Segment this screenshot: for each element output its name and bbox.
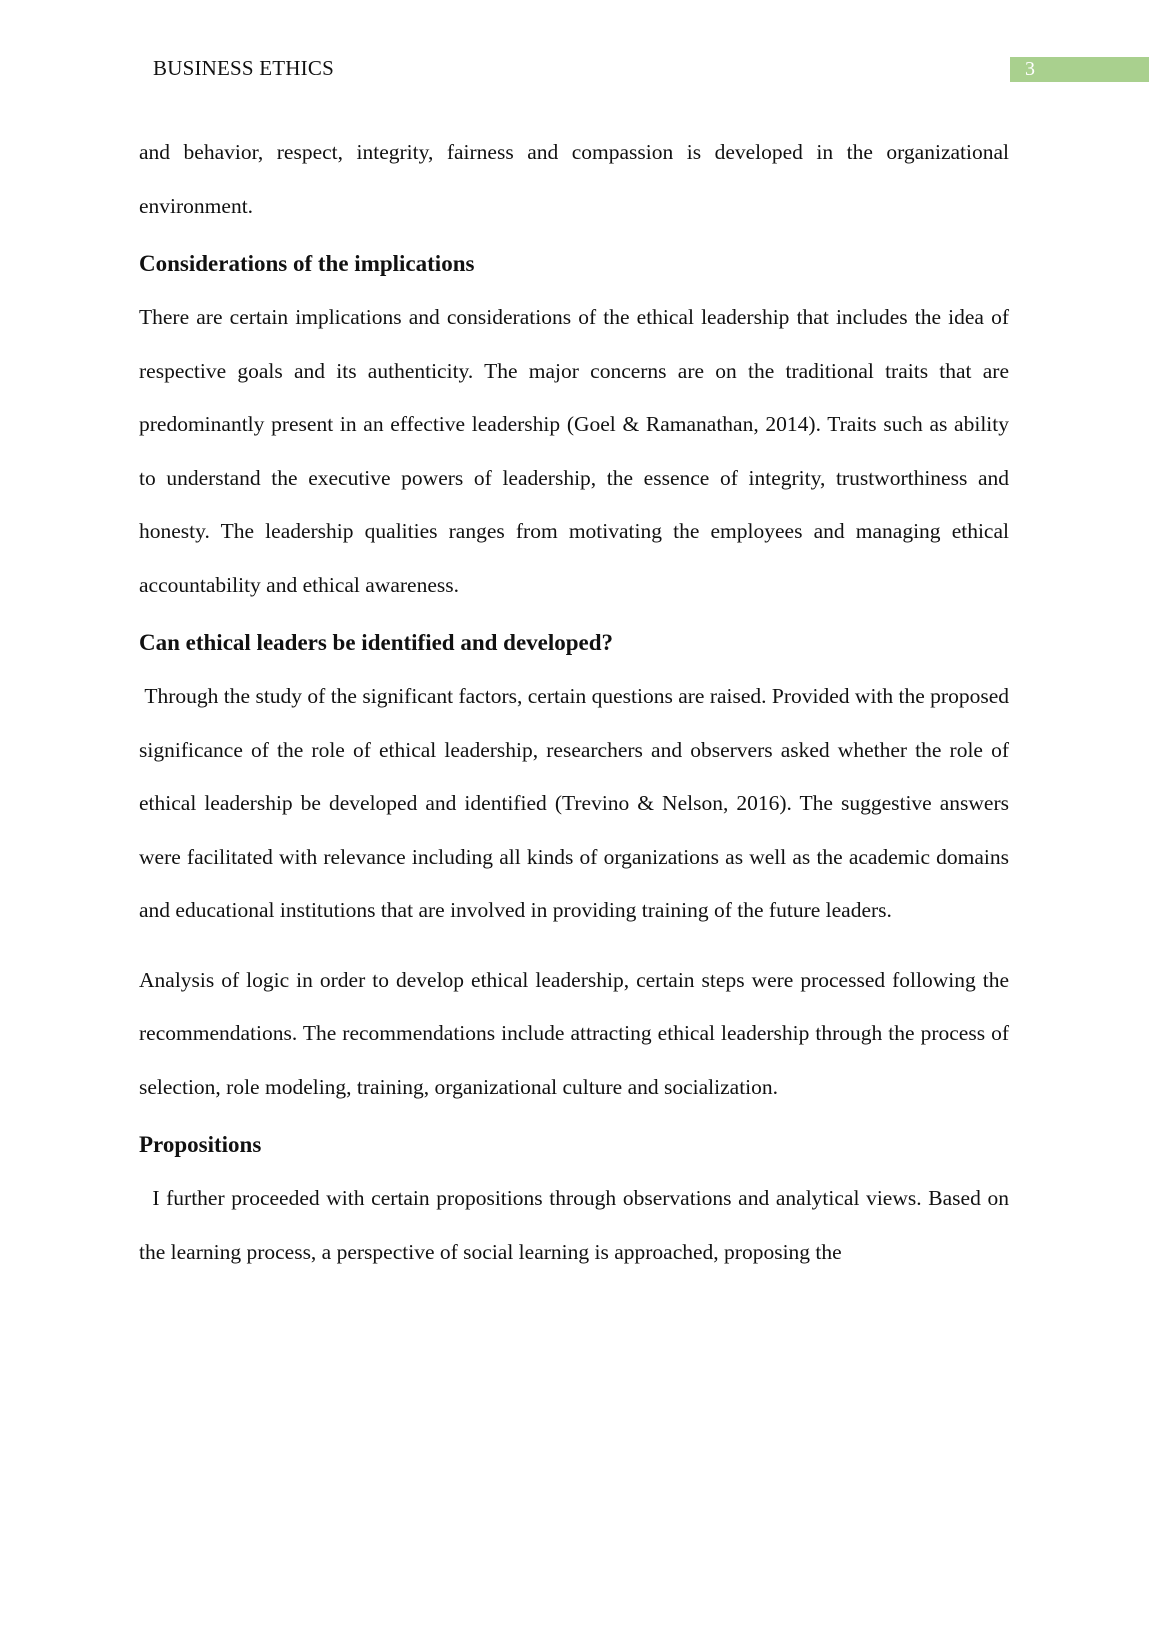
running-head: BUSINESS ETHICS [153,56,334,80]
heading-propositions: Propositions [139,1132,262,1157]
page-number: 3 [1025,58,1035,80]
heading-identified: Can ethical leaders be identified and developed? [139,630,614,655]
paragraph-considerations: There are certain implications and considerations of the ethical leadership that includes the idea of respective goals and its authenticity. The major concerns are on the traditional traits that are predominantly present in an effective leadership (Goel & Ramanathan, 2014). Traits such as ability to understand the executive powers of leadership, the essence of integrity, trustworthiness and honesty. The leadership qualities ranges from motivating the employees and managing ethical accountability and ethical awareness. [139,305,1009,597]
paragraph-propositions: I further proceeded with certain propositions through observations and analytical views. Based on the learning process, a perspective of social learning is approached, proposing the [139,1186,1009,1264]
heading-considerations: Considerations of the implications [139,251,475,276]
body-text [139,126,1009,1279]
paragraph-continued: and behavior, respect, integrity, fairness and compassion is developed in the organizational environment. [139,140,1009,218]
paragraph-analysis: Analysis of logic in order to develop ethical leadership, certain steps were processed following the recommendations. The recommendations include attracting ethical leadership through the process of selection, role modeling, training, organizational culture and socialization. [139,967,1009,1099]
paragraph-identified: Through the study of the significant factors, certain questions are raised. Provided with the proposed significance of the role of ethical leadership, researchers and observers asked whether the role of ethical leadership be developed and identified (Trevino & Nelson, 2016). The suggestive answers were facilitated with relevance including all kinds of organizations as well as the academic domains and educational institutions that are involved in providing training of the future leaders. [139,684,1009,922]
page-number-box [1010,57,1149,82]
